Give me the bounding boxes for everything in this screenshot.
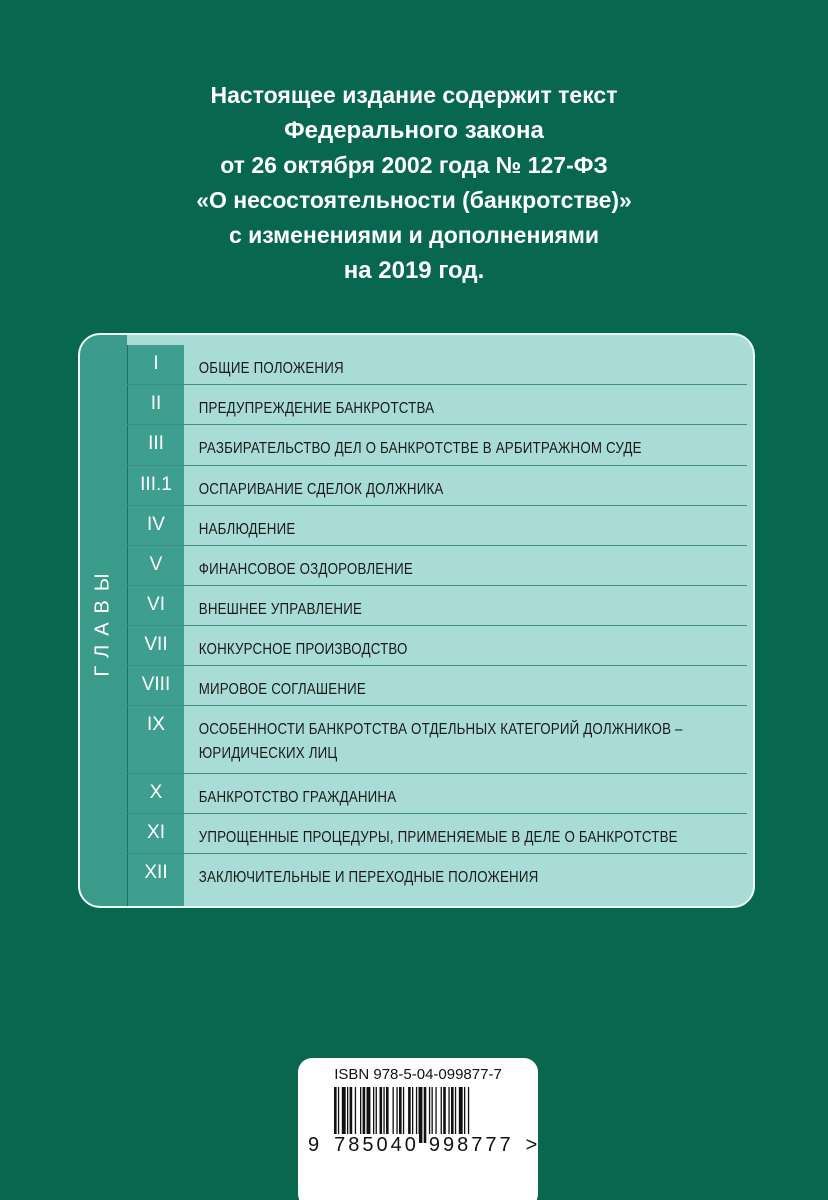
intro-line: с изменениями и дополнениями xyxy=(228,222,600,248)
chapter-title xyxy=(185,466,668,505)
chapter-title-line: ЗАКЛЮЧИТЕЛЬНЫЕ И ПЕРЕХОДНЫЕ ПОЛОЖЕНИЯ xyxy=(198,869,539,886)
isbn-text: ISBN 978-5-04-099877-7 xyxy=(334,1066,502,1083)
chapter-title-line: РАЗБИРАТЕЛЬСТВО ДЕЛ О БАНКРОТСТВЕ В АРБИТРАЖНОМ СУДЕ xyxy=(198,440,642,457)
chapter-title xyxy=(185,774,668,813)
chapters-panel xyxy=(78,333,755,908)
chapter-number: XII xyxy=(144,862,168,883)
chapter-row xyxy=(127,466,747,506)
chapter-title-line: КОНКУРСНОЕ ПРОИЗВОДСТВО xyxy=(198,641,408,658)
chapter-number: VIII xyxy=(141,674,171,695)
chapter-row xyxy=(127,345,747,385)
chapter-row xyxy=(127,546,747,586)
chapter-title-line: ОБЩИЕ ПОЛОЖЕНИЯ xyxy=(198,360,344,377)
chapter-number: III xyxy=(148,433,164,454)
chapter-number: VII xyxy=(144,634,168,655)
chapter-number: XI xyxy=(147,822,165,843)
chapter-title xyxy=(185,425,668,465)
chapter-row xyxy=(127,854,747,898)
intro-line: «О несостоятельности (банкротстве)» xyxy=(196,187,632,213)
chapter-title-line: НАБЛЮДЕНИЕ xyxy=(198,521,296,538)
barcode-digits xyxy=(308,1134,538,1157)
chapter-title-line: ОСПАРИВАНИЕ СДЕЛОК ДОЛЖНИКА xyxy=(198,481,444,498)
chapter-row xyxy=(127,626,747,666)
chapter-row xyxy=(127,385,747,425)
chapter-row xyxy=(127,586,747,626)
chapter-title xyxy=(185,706,683,773)
chapter-row xyxy=(127,774,747,814)
chapter-title-line: ФИНАНСОВОЕ ОЗДОРОВЛЕНИЕ xyxy=(198,561,413,578)
chapter-row xyxy=(127,666,747,706)
chapter-number: IX xyxy=(147,714,165,735)
chapter-title-line: ЮРИДИЧЕСКИХ ЛИЦ xyxy=(198,745,338,762)
chapter-number: X xyxy=(149,782,163,803)
chapter-title xyxy=(185,666,668,705)
chapter-title-line: ВНЕШНЕЕ УПРАВЛЕНИЕ xyxy=(198,601,363,618)
chapter-list xyxy=(127,345,747,898)
chapter-number: III.1 xyxy=(140,474,172,495)
chapter-number: IV xyxy=(147,514,165,535)
chapter-title xyxy=(185,506,668,545)
chapter-title xyxy=(185,814,678,853)
intro-text xyxy=(0,78,828,288)
chapter-title xyxy=(185,385,668,424)
chapter-title xyxy=(185,586,668,625)
intro-line: на 2019 год. xyxy=(343,257,485,284)
barcode-group2: 998777 xyxy=(428,1134,514,1156)
chapter-row xyxy=(127,506,747,546)
chapter-number: VI xyxy=(147,594,165,615)
chapter-title xyxy=(185,854,668,898)
intro-line: Настоящее издание содержит текст xyxy=(210,82,618,108)
intro-line: Федерального закона xyxy=(284,117,544,144)
chapter-title-line: МИРОВОЕ СОГЛАШЕНИЕ xyxy=(198,681,366,698)
chapter-title-line: ОСОБЕННОСТИ БАНКРОТСТВА ОТДЕЛЬНЫХ КАТЕГОРИЙ ДОЛЖНИКОВ – xyxy=(198,721,683,738)
chapter-title xyxy=(185,345,668,384)
barcode-arrow: > xyxy=(525,1134,539,1156)
chapter-title xyxy=(185,546,668,585)
chapter-title-line: ПРЕДУПРЕЖДЕНИЕ БАНКРОТСТВА xyxy=(198,400,435,417)
chapter-row xyxy=(127,425,747,466)
barcode-first-digit: 9 xyxy=(308,1134,321,1156)
chapters-label: ГЛАВЫ xyxy=(92,564,114,677)
chapter-title xyxy=(185,626,668,665)
barcode-area xyxy=(298,1058,538,1200)
barcode-group1: 785040 xyxy=(334,1134,419,1156)
chapter-number: V xyxy=(149,554,163,575)
chapter-row xyxy=(127,706,747,774)
intro-line: от 26 октября 2002 года № 127-ФЗ xyxy=(220,152,608,178)
chapter-number: II xyxy=(150,393,162,414)
chapter-row xyxy=(127,814,747,854)
chapter-title-line: УПРОЩЕННЫЕ ПРОЦЕДУРЫ, ПРИМЕНЯЕМЫЕ В ДЕЛЕ О БАНКРОТСТВЕ xyxy=(198,829,678,846)
chapter-number: I xyxy=(153,353,159,374)
chapter-title-line: БАНКРОТСТВО ГРАЖДАНИНА xyxy=(198,789,397,806)
